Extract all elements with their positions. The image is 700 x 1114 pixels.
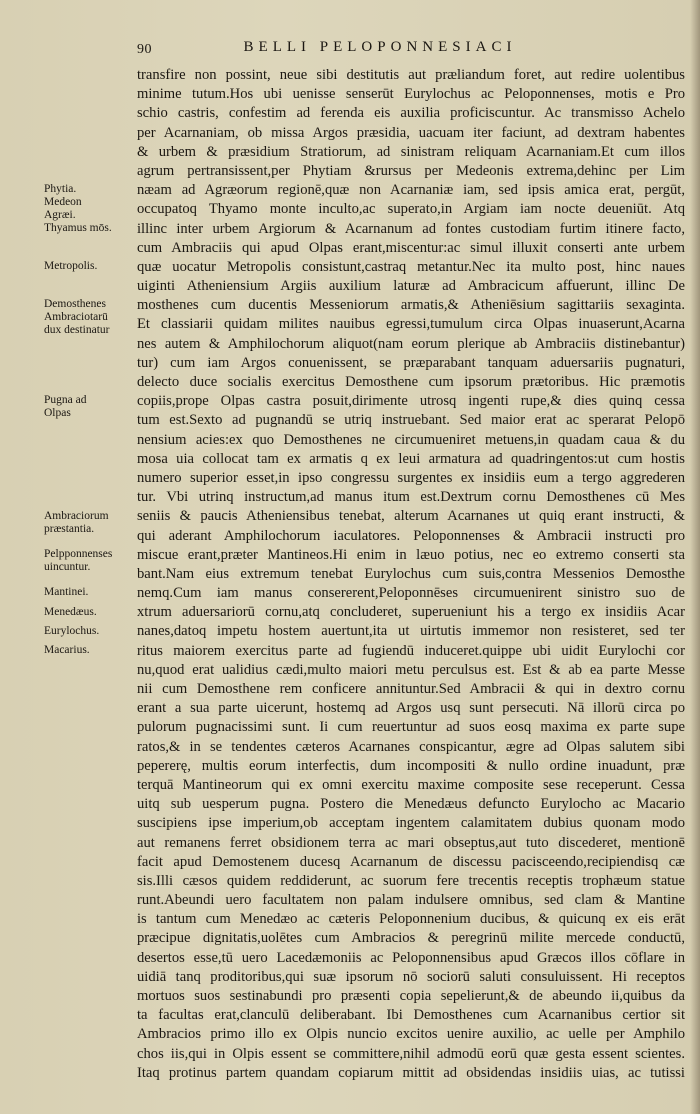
marginal-note-line: Pugna ad (44, 394, 87, 407)
marginal-note (44, 183, 136, 222)
marginal-note-line: uincuntur. (44, 561, 91, 573)
text-line: ta facultas erat,clanculū deliberabant. Ibi Demosthenes cum Acarnanibus certior sit (137, 1007, 685, 1024)
marginal-note (44, 644, 136, 657)
text-line: schio castris, confestim ad ferenda eis auxilia proficiscuntur. Ac transmisso Achelo (137, 105, 685, 122)
text-line: Itaq protinus partem quandam copiarum mittit ad obsidendas insidiis uias, ac tutissi (137, 1064, 685, 1081)
marginal-note-line: Ambraciorum (44, 509, 109, 522)
text-line: is tantum cum Menedæo ac cæteris Peloponnenium ducibus, & quicunq ex eis erāt (137, 911, 685, 928)
text-line: pulorum pugnacissimi sunt. Ii cum reuertuntur ad suos eosq maxima ex parte supe (137, 719, 685, 736)
page-edge-shadow (690, 0, 700, 1114)
text-line: nes autem & Amphilochorum aliquot(nam eorum plerique ab Ambraciis distinebantur) (137, 335, 685, 352)
text-line: cum Ambraciis qui apud Olpas erant,miscentur:ac simul illuxit conserti ante urbem (137, 239, 685, 256)
text-line: xtrum aduersariorū cornu,atq concluderet, superueniunt his a tergo ex insidiis Acar (137, 604, 685, 621)
text-line: seniis & paucis Atheniensibus tenebat, alterum Acarnanes ut quiq erant instructi, & (137, 508, 685, 525)
marginal-note (44, 222, 136, 235)
text-line: mortuos suos sestinabundi pro præsenti copia sepelierunt,& de abeundo ii,quibus da (137, 988, 685, 1004)
text-line: runt.Abeundi uero facultatem non palam indulsere omnibus, sed clam & Mantine (137, 892, 685, 909)
text-line: pepererę, multis eorum interfectis, dum incompositi & nullo ordine inuadunt, præ (137, 757, 685, 774)
text-line: sis.Illi cæsos quidem reddiderunt, ac suorum fere trecentis receptis trophæum statue (137, 872, 685, 889)
marginal-note-line: dux destinatur (44, 324, 110, 337)
running-title (0, 39, 700, 56)
text-line: mosa uia collocat tam ex armatis q ex leui armatura ad quadringentos:ut cum hostis (137, 450, 685, 467)
text-line: tum est.Sexto ad pugnandū se utriq instruebant. Sed maior erat ac sperarat Pelopō (137, 412, 685, 429)
text-line: terquā Mantineorum qui ex omni exercitu maxime composite sese receperunt. Cessa (137, 776, 685, 793)
text-line: & urbem & præsidium Stratiorum, ad sinistram reliquam Acarnaniam.Et cum illos (137, 143, 685, 160)
text-line: nii cum Demosthene rem conficere annituntur.Sed Ambracii & qui in dextro cornu (137, 681, 685, 697)
marginal-note-line: Medeon (44, 196, 82, 209)
text-line: nanes,datoq impetu hostem auertunt,ita ut uirtutis immemor non resisteret, sed ter (137, 623, 685, 640)
text-line: uiginti Atheniensium Argiis auxilium laturæ ad Ambracicum affuerunt, illinc De (137, 278, 685, 295)
text-line: tur) cum iam Argos conuenissent, se præparabant tanquam aduersariis pugnaturi, (137, 354, 685, 371)
text-line: miscue erant,præter Mantineos.Hi enim in læuo potius, nec eo extremo conserti sta (137, 546, 685, 563)
text-line: suscipiens ipse imperium,ob acceptam ingentem calamitatem dubius quonam modo (137, 815, 685, 832)
text-line: Et classiarii quidam milites nauibus egressi,tumulum circa Olpas inuaserunt,Acarna (137, 316, 685, 333)
text-line: nensium acies:ex quo Demosthenes ne circumueniret metuens,in quadam caua & du (137, 431, 685, 448)
text-line: ritus maiorem exercitus parte ad fugiendū induceret.quippe ubi uidit Eurylochi cor (137, 642, 685, 659)
text-line: per Acarnaniam, ob missa Argos præsidia, uacuam iter faciunt, ad dextram habentes (137, 124, 685, 141)
text-line: præcipue dignitatis,uolētes cum Ambracios & peregrinū milite mercede conductū, (137, 930, 685, 947)
text-line: occupatoq Thyamo monte inculto,ac superato,in Argiam iam nocte deueniūt. Atq (137, 201, 685, 218)
marginal-note-line: Ambraciotarū (44, 311, 108, 324)
marginal-note-line: Olpas (44, 407, 71, 420)
marginal-note (44, 548, 136, 574)
marginal-note (44, 260, 136, 273)
marginal-note-line: Menedæus. (44, 605, 97, 618)
text-line: desertos esse,tū uero Lacedæmoniis ac Peloponnensibus apud Græcos illos cōflare in (137, 949, 685, 966)
text-line: copiis,prope Olpas castra posuit,dirimente utrosq ingenti rupe,& dies quinq cessa (137, 393, 685, 410)
text-line: facit apud Demostenem ducesq Acarnanum de discessu pacisceendo,recipiendisq cæ (137, 853, 685, 870)
text-line: quæ uocatur Metropolis consistunt,castraq metantur.Nec ita multo post, hinc naues (137, 258, 685, 275)
marginal-note-line: Demosthenes (44, 298, 106, 311)
text-line: aut remanens ferret obsidionem terra ac mari obseptus,aut tuto discederet, mentionē (137, 834, 685, 851)
marginal-note-line: Metropolis. (44, 260, 98, 272)
marginal-note (44, 510, 136, 536)
marginal-note-line: Eurylochus. (44, 624, 100, 637)
marginal-note-line: Agræi. (44, 209, 76, 222)
text-line: qui aderant Amphilochorum iaculatores. Peloponnenses & Ambracii instructi pro (137, 527, 685, 544)
marginal-note-line: Thyamus mōs. (44, 221, 112, 234)
text-line: numero superior esset,in ipso congressu surgentes ex insidiis eum a tergo aggrederen (137, 469, 685, 486)
marginal-note-line: Pelpponnenses (44, 548, 113, 560)
marginal-note (44, 394, 136, 420)
text-line: transfire non possint, neue sibi destitutis aut præliandum foret, aut redire uolentibus (137, 67, 685, 83)
text-line: nu,quod erat ualidius cædi,multo maiori metu perculsus est. Est & ab ea parte Messe (137, 661, 685, 678)
text-line: nemq.Cum iam manus consererent,Peloponnēses circumuenirent sinistro suo de (137, 585, 685, 602)
text-line: ratos,& in se tendentes cæteros Acarnanes conspicantur, ægre ad Olpas salutem sibi (137, 738, 685, 755)
page-number: 90 (137, 42, 152, 57)
text-line: erant a sua parte uicerunt, hostemq ad Argos usq sunt persecuti. Nā illorū circa po (137, 700, 685, 717)
marginal-note (44, 625, 136, 638)
running-title-text: BELLI PELOPONNESIACI (243, 39, 517, 55)
text-line: Ambracios primo illo ex Olpis nuncio excitos uenire auxilio, ac uelle per Amphilo (137, 1026, 685, 1043)
marginal-note-line: Mantinei. (44, 586, 89, 599)
text-line: minime tutum.Hos ubi uenisse senserūt Eurylochus ac Peloponnenses, motis e Pro (137, 86, 685, 103)
text-line: uitq sub uesperum pugna. Postero die Menedæus defuncto Eurylocho ac Macario (137, 796, 685, 813)
text-line: chos iis,qui in Olpis essent se committere,nihil admodū eorū quæ gesta essent scientes. (137, 1045, 685, 1062)
marginal-note-line: Phytia. (44, 183, 77, 196)
text-line: uidiā tanq proditoribus,qui suæ ipsorum nō sociorū saluti consuluissent. Hi receptos (137, 968, 685, 985)
marginal-note-line: præstantia. (44, 522, 95, 535)
marginal-note (44, 298, 136, 337)
marginal-note-line: Macarius. (44, 644, 90, 656)
text-line: agrum pertransissent,per Phytiam &rursus per Medeonis extrema,dehinc per Lim (137, 162, 685, 179)
marginal-note (44, 586, 136, 599)
text-line: illinc inter urbem Argiorum & Acarnanum ad fontes custodiam furtim itinere facto, (137, 220, 685, 237)
text-line: delecto duce socialis exercitus Demosthene cum ipsorum prætoribus. Hic præmotis (137, 374, 685, 390)
text-line: mosthenes cum ducentis Messeniorum armatis,& Atheniēsium sagittariis sexaginta. (137, 297, 685, 314)
text-line: bant.Nam eius extremum tenebat Eurylochus cum suis,contra Messenios Demosthe (137, 565, 685, 582)
body-text (137, 66, 685, 1083)
text-line: tur. Vbi utrinq instructum,ad manus itum est.Dextrum cornu Demosthenes cū Mes (137, 489, 685, 506)
text-line: næam ad Agræorum regionē,quæ non Acarnaniæ iam, sed ipsis amica erat, pergūt, (137, 182, 685, 199)
marginal-note (44, 606, 136, 619)
